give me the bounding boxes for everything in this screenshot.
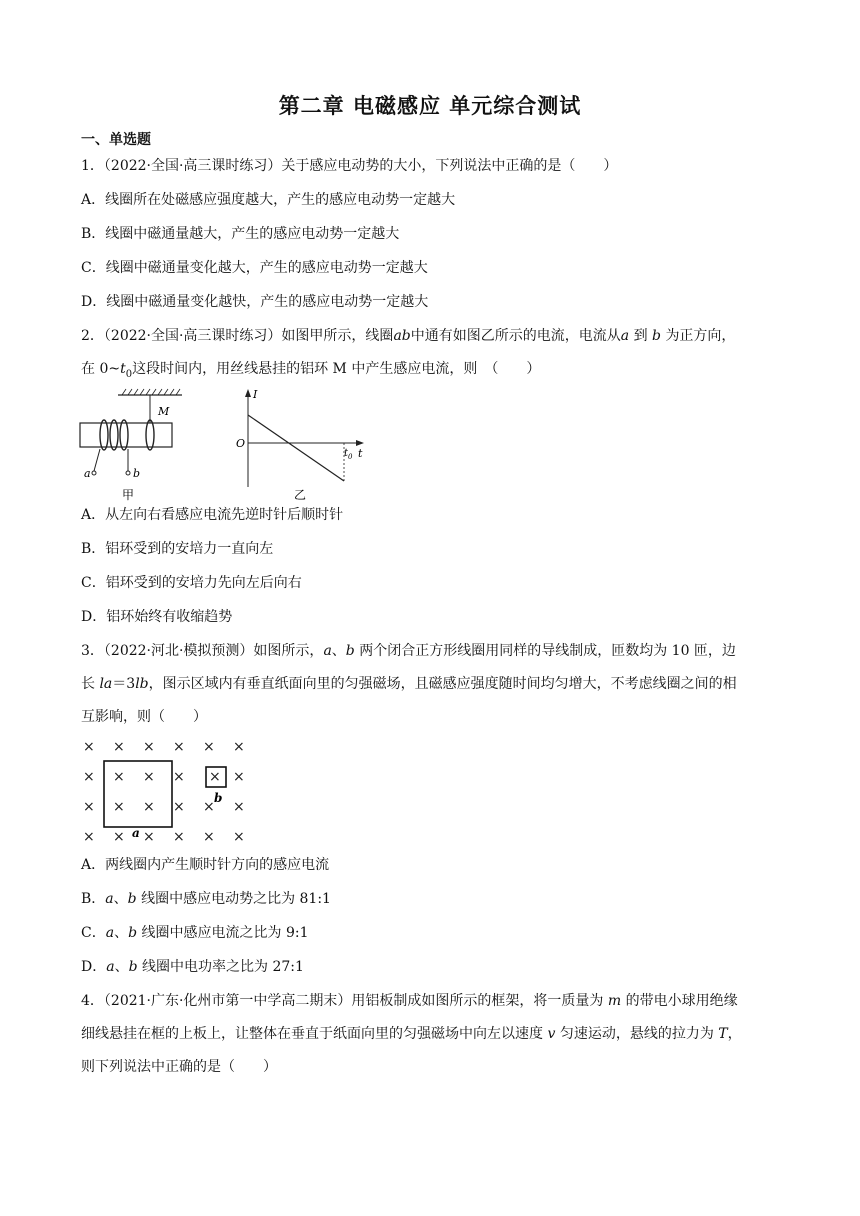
section-heading: 一、单选题 — [81, 132, 151, 148]
field-cross: × — [113, 739, 125, 755]
q1-option-c: C．线圈中磁通量变化越大，产生的感应电动势一定越大 — [81, 260, 428, 276]
q3-stem-line1: 3．（2022·河北·模拟预测）如图所示，a、b 两个闭合正方形线圈用同样的导线制成，匝数均为 10 匝，边 — [81, 643, 736, 659]
q2-stem-line2: 在 $0\sim t_0$这段时间内，用丝线悬挂的铝环 M 中产生感应电流，则 （ ） — [81, 361, 541, 380]
field-cross: × — [83, 769, 95, 785]
field-cross: × — [143, 739, 155, 755]
field-cross: × — [83, 739, 95, 755]
field-cross: × — [143, 829, 155, 845]
q2-option-b: B．铝环受到的安培力一直向左 — [81, 541, 274, 557]
field-cross: × — [173, 739, 185, 755]
q2-option-d: D．铝环始终有收缩趋势 — [81, 609, 233, 625]
q2-option-c: C．铝环受到的安培力先向左后向右 — [81, 575, 302, 591]
field-cross: × — [143, 769, 155, 785]
origin-label: O — [236, 437, 246, 450]
label-b: b — [133, 467, 141, 480]
q3-stem-line3: 互影响，则（ ） — [81, 709, 207, 725]
page-title: 第二章 电磁感应 单元综合测试 — [278, 94, 582, 118]
field-cross: × — [173, 799, 185, 815]
field-cross: × — [233, 799, 245, 815]
q1-stem: 1．（2022·全国·高三课时练习）关于感应电动势的大小，下列说法中正确的是（ ） — [81, 158, 618, 174]
figure-magnetic-field — [80, 735, 260, 845]
field-cross: × — [203, 829, 215, 845]
q3-option-b: B．a、b 线圈中感应电动势之比为 81:1 — [81, 891, 331, 907]
field-cross: × — [83, 829, 95, 845]
q3-option-a: A．两线圈内产生顺时针方向的感应电流 — [81, 857, 330, 873]
field-cross: × — [233, 829, 245, 845]
field-cross: × — [173, 829, 185, 845]
q3-option-c: C．a、b 线圈中感应电流之比为 9:1 — [81, 925, 309, 941]
field-cross: × — [233, 739, 245, 755]
q1-option-b: B．线圈中磁通量越大，产生的感应电动势一定越大 — [81, 226, 400, 242]
label-M: M — [158, 405, 170, 418]
loop-b-label: b — [214, 791, 223, 805]
q4-stem-line2: 细线悬挂在框的上板上，让整体在垂直于纸面向里的匀强磁场中向左以速度 v 匀速运动，悬线的拉力为 T， — [81, 1026, 742, 1042]
field-cross: × — [203, 739, 215, 755]
field-cross: × — [209, 769, 221, 785]
field-cross: × — [113, 829, 125, 845]
q4-stem-line3: 则下列说法中正确的是（ ） — [81, 1059, 277, 1075]
field-cross: × — [173, 769, 185, 785]
axis-t-label: t — [358, 447, 363, 460]
figure-jia-solenoid — [78, 387, 188, 502]
axis-I-label: I — [253, 388, 258, 401]
q3-option-d: D．a、b 线圈中电功率之比为 27:1 — [81, 959, 304, 975]
field-cross: × — [233, 769, 245, 785]
figure-jia-caption: 甲 — [122, 488, 135, 502]
field-cross: × — [113, 769, 125, 785]
field-cross: × — [143, 799, 155, 815]
q1-option-a: A．线圈所在处磁感应强度越大，产生的感应电动势一定越大 — [81, 192, 456, 208]
field-cross: × — [83, 799, 95, 815]
q2-option-a: A．从左向右看感应电流先逆时针后顺时针 — [81, 507, 344, 523]
q3-stem-line2: 长 la＝3lb，图示区域内有垂直纸面向里的匀强磁场，且磁感应强度随时间均匀增大，不考虑线圈之间的相 — [81, 676, 737, 692]
loop-a-label: a — [132, 826, 140, 840]
t0-label: $t_0$ — [344, 448, 353, 461]
figure-yi-caption: 乙 — [294, 488, 307, 502]
label-a: a — [84, 467, 91, 480]
q4-stem-line1: 4．（2021·广东·化州市第一中学高二期末）用铝板制成如图所示的框架，将一质量为 m 的带电小球用绝缘 — [81, 993, 738, 1009]
figure-yi-graph — [232, 387, 372, 502]
field-cross: × — [203, 799, 215, 815]
q1-option-d: D．线圈中磁通量变化越快，产生的感应电动势一定越大 — [81, 294, 429, 310]
field-cross: × — [113, 799, 125, 815]
q2-stem-line1: 2．（2022·全国·高三课时练习）如图甲所示，线圈ab中通有如图乙所示的电流，电流从a 到 b 为正方向， — [81, 328, 736, 344]
